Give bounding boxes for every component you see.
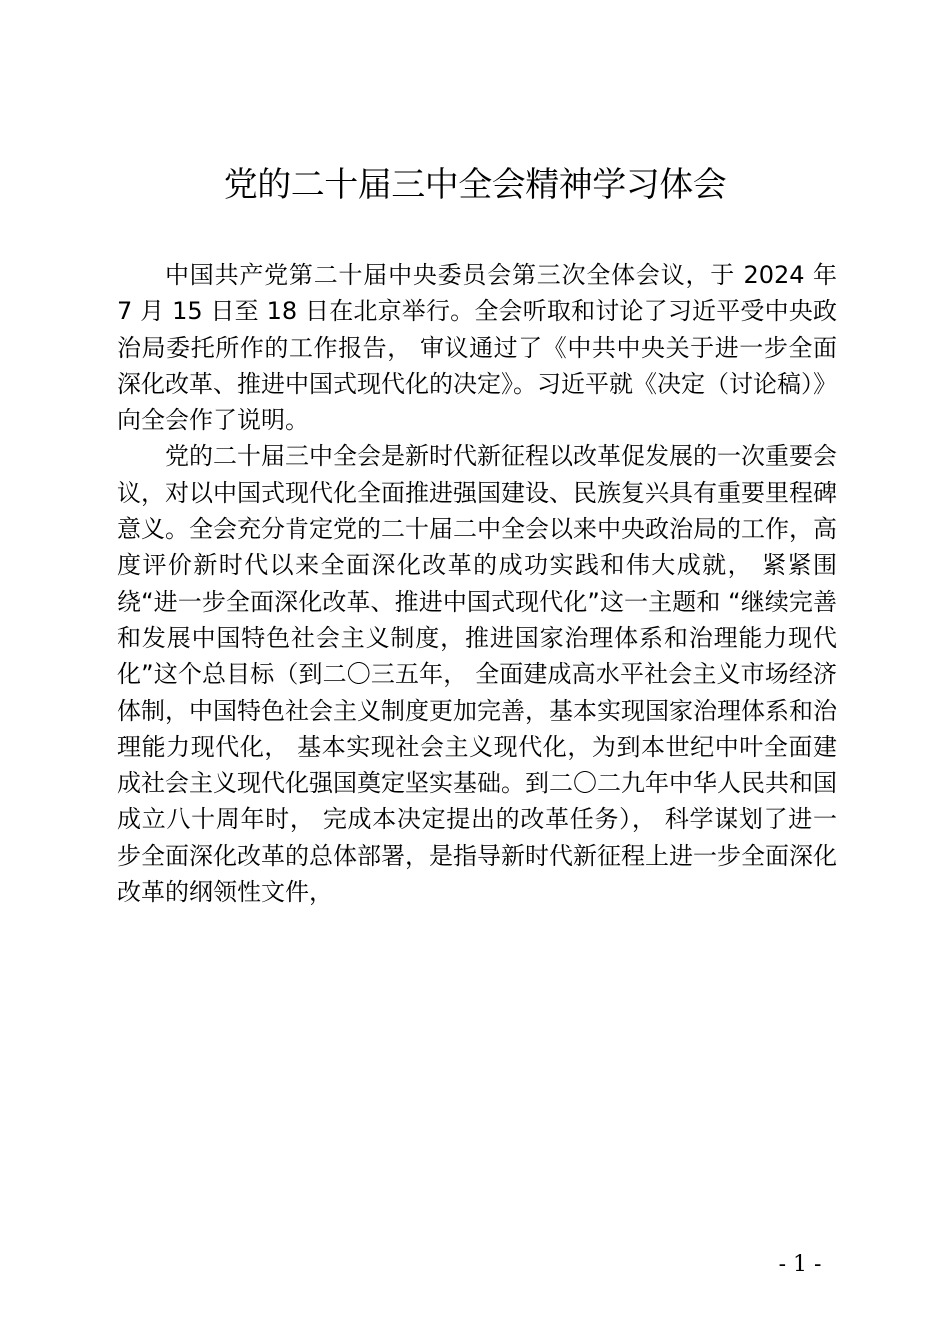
document-body [117, 257, 837, 910]
paragraph-1: 中国共产党第二十届中央委员会第三次全体会议，于 2024 年 7 月 15 日至 18 日在北京举行。全会听取和讨论了习近平受中央政治局委托所作的工作报告， 审议通过了《中共中央关于进一步全面深化改革、推进中国式现代化的决定》。习近平就《决定（讨论稿）》向全会作了说明。 [117, 261, 837, 435]
document-title: 党的二十届三中全会精神学习体会 [223, 165, 727, 205]
paragraph-2: 党的二十届三中全会是新时代新征程以改革促发展的一次重要会议，对以中国式现代化全面推进强国建设、民族复兴具有重要里程碑意义。全会充分肯定党的二十届二中全会以来中央政治局的工作，高度评价新时代以来全面深化改革的成功实践和伟大成就， 紧紧围绕“进一步全面深化改革、推进中国式现代化”这一主题和 “继续完善和发展中国特色社会主义制度，推进国家治理体系和治理能力现代化”这个总目标（到二〇三五年， 全面建成高水平社会主义市场经济体制，中国特色社会主义制度更加完善，基本实现国家治理体系和治理能力现代化， 基本实现社会主义现代化，为到本世纪中叶全面建成社会主义现代化强国奠定坚实基础。到二〇二九年中华人民共和国成立八十周年时， 完成本决定提出的改革任务）， 科学谋划了进一步全面深化改革的总体部署，是指导新时代新征程上进一步全面深化改革的纲领性文件， [117, 442, 837, 907]
page-number: - 1 - [778, 1252, 822, 1277]
